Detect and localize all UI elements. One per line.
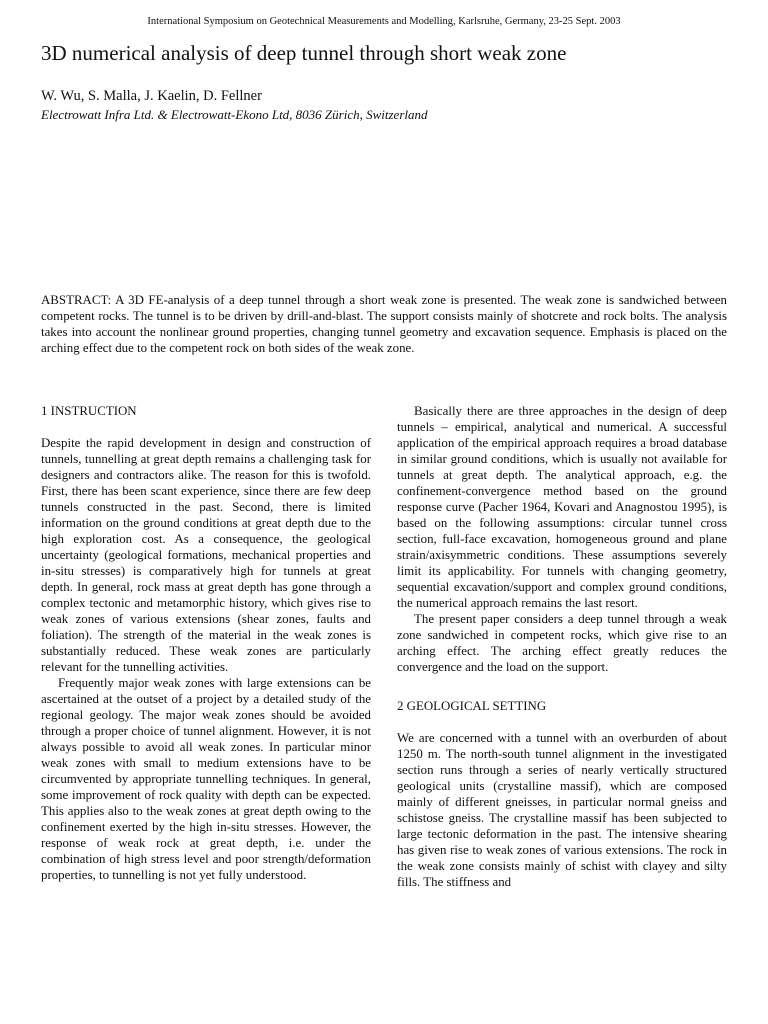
section-1-paragraph-1: Despite the rapid development in design and construction of tunnels, tunnelling at great depth remains a challenging task for designers and contractors alike. The reason for this is twofold. First, there has been scant experience, since there are few deep tunnels constructed in the past. Second, there is limited information on the ground conditions at great depth due to the high exploration cost. As a consequence, the geological uncertainty (geological formations, mechanical properties and in-situ stresses) is comparatively high for tunnels at great depth. In general, rock mass at great depth has gone through a complex tectonic and metamorphic history, which gives rise to weak zones of various extensions (shear zones, faults and foliation). The strength of the material in the weak zones is substantially reduced. These weak zones are particularly relevant for the tunnelling activities.	[41, 436, 371, 674]
section-1-paragraph-3: Basically there are three approaches in the design of deep tunnels – empirical, analytical and numerical. A successful application of the empirical approach requires a broad database in similar ground conditions, which is usually not available for tunnels at great depth. The analytical approach, e.g. the confinement-convergence method based on the ground response curve (Pacher 1964, Kovari and Anagnostou 1995), is based on the following assumptions: circular tunnel cross section, full-face excavation, homogeneous ground and plane strain/axisymmetric conditions. These assumptions severely limit its applicability. For tunnels with changing geometry, sequential excavation/support and complex ground conditions, the numerical approach remains the last resort.	[397, 404, 727, 610]
conference-header: International Symposium on Geotechnical Measurements and Modelling, Karlsruhe, Germany, 23-25 Sept. 2003	[147, 16, 621, 27]
section-1-paragraph-2: Frequently major weak zones with large extensions can be ascertained at the outset of a project by a detailed study of the regional geology. The major weak zones should be avoided through a proper choice of tunnel alignment. However, it is not always possible to avoid all weak zones. In particular minor weak zones with small to medium extensions have to be circumvented by appropriate tunnelling techniques. In general, some improvement of rock quality with depth can be expected. This applies also to the weak zones at great depth owing to the confinement exerted by the high in-situ stresses. However, the response of weak rock at great depth, i.e. under the combination of high stress level and poor strength/deformation properties, to tunnelling is not yet fully understood.	[41, 676, 371, 882]
section-2-heading: 2 GEOLOGICAL SETTING	[397, 699, 547, 713]
paper-title: 3D numerical analysis of deep tunnel through short weak zone	[41, 41, 567, 65]
abstract: ABSTRACT: A 3D FE-analysis of a deep tunnel through a short weak zone is presented. The weak zone is sandwiched between competent rocks. The tunnel is to be driven by drill-and-blast. The support consists mainly of shotcrete and rock bolts. The analysis takes into account the nonlinear ground properties, changing tunnel geometry and excavation sequence. Emphasis is placed on the arching effect due to the competent rock on both sides of the weak zone.	[41, 293, 727, 355]
affiliation: Electrowatt Infra Ltd. & Electrowatt-Ekono Ltd, 8036 Zürich, Switzerland	[41, 107, 428, 122]
left-column	[41, 403, 371, 883]
right-column	[397, 403, 727, 890]
authors: W. Wu, S. Malla, J. Kaelin, D. Fellner	[41, 88, 262, 104]
section-1-heading: 1 INSTRUCTION	[41, 404, 137, 418]
section-2-paragraph-1: We are concerned with a tunnel with an overburden of about 1250 m. The north-south tunnel alignment in the investigated section runs through a series of nearly vertically structured geological units (crystalline massif), which are composed mainly of different gneisses, in particular normal gneiss and schistose gneiss. The crystalline massif has been subjected to large tectonic deformation in the past. The intensive shearing has given rise to weak zones of various extensions. The rock in the weak zone consists mainly of schist with clayey and silty fills. The stiffness and	[397, 731, 727, 889]
section-1-paragraph-4: The present paper considers a deep tunnel through a weak zone sandwiched in competent rocks, which give rise to an arching effect. The arching effect greatly reduces the convergence and the load on the support.	[397, 612, 727, 674]
